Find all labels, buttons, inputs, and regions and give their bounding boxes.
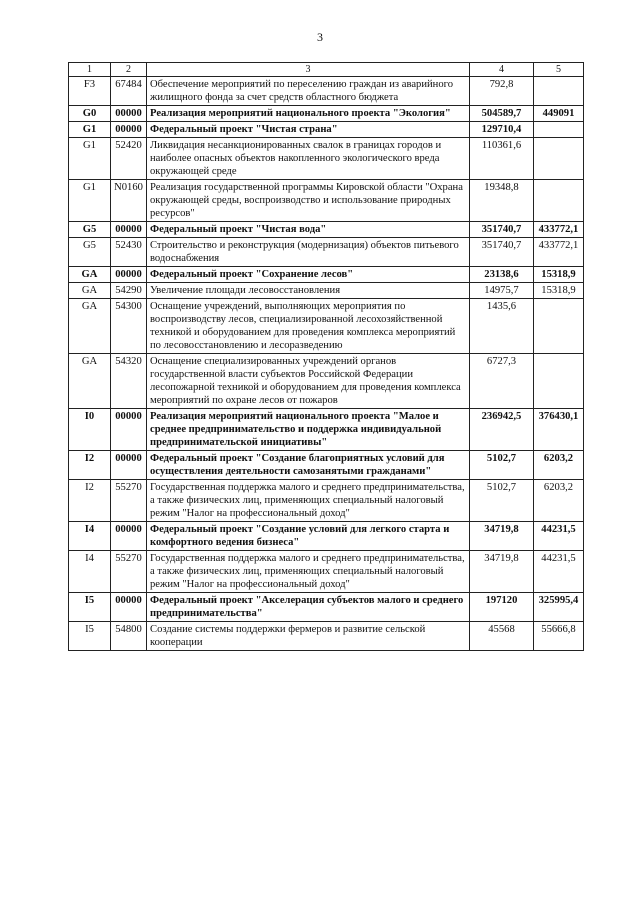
table-row xyxy=(69,522,584,551)
cell-amount-year-2: 15318,9 xyxy=(534,283,584,299)
budget-table xyxy=(68,62,584,651)
cell-description: Оснащение специализированных учреждений органов государственной власти субъектов Российской Федерации лесопожарной техникой и оборудованием для проведения комплекса мероприятий по охране лесов от пожаров xyxy=(147,354,470,409)
cell-description: Ликвидация несанкционированных свалок в границах городов и наиболее опасных объектов накопленного экологического вреда окружающей среде xyxy=(147,138,470,180)
cell-amount-year-2: 15318,9 xyxy=(534,267,584,283)
cell-amount-year-2 xyxy=(534,299,584,354)
cell-amount-year-2: 325995,4 xyxy=(534,593,584,622)
table-row xyxy=(69,551,584,593)
table-row xyxy=(69,238,584,267)
table-row xyxy=(69,354,584,409)
cell-description: Федеральный проект "Чистая вода" xyxy=(147,222,470,238)
cell-description: Реализация мероприятий национального проекта "Малое и среднее предпринимательство и поддержка индивидуальной предпринимательской инициативы" xyxy=(147,409,470,451)
table-row xyxy=(69,267,584,283)
cell-description: Государственная поддержка малого и среднего предпринимательства, а также физических лиц, применяющих специальный налоговый режим "Налог на профессиональный доход" xyxy=(147,480,470,522)
cell-amount-year-1: 129710,4 xyxy=(470,122,534,138)
cell-target-code: GA xyxy=(69,354,111,409)
cell-expense-code: 00000 xyxy=(111,122,147,138)
cell-expense-code: N0160 xyxy=(111,180,147,222)
cell-expense-code: 55270 xyxy=(111,480,147,522)
cell-target-code: G5 xyxy=(69,238,111,267)
cell-target-code: F3 xyxy=(69,77,111,106)
cell-description: Федеральный проект "Сохранение лесов" xyxy=(147,267,470,283)
cell-expense-code: 52420 xyxy=(111,138,147,180)
cell-description: Реализация государственной программы Кировской области "Охрана окружающей среды, воспроизводство и использование природных ресурсов" xyxy=(147,180,470,222)
cell-target-code: I5 xyxy=(69,593,111,622)
cell-amount-year-1: 14975,7 xyxy=(470,283,534,299)
cell-amount-year-1: 236942,5 xyxy=(470,409,534,451)
cell-amount-year-2 xyxy=(534,122,584,138)
cell-amount-year-1: 110361,6 xyxy=(470,138,534,180)
cell-amount-year-2: 433772,1 xyxy=(534,222,584,238)
cell-description: Федеральный проект "Чистая страна" xyxy=(147,122,470,138)
cell-amount-year-1: 45568 xyxy=(470,622,534,651)
page-number: 3 xyxy=(317,30,323,44)
cell-target-code: G5 xyxy=(69,222,111,238)
cell-expense-code: 00000 xyxy=(111,409,147,451)
table-row xyxy=(69,77,584,106)
cell-amount-year-2 xyxy=(534,180,584,222)
cell-amount-year-1: 5102,7 xyxy=(470,451,534,480)
cell-description: Государственная поддержка малого и среднего предпринимательства, а также физических лиц, применяющих специальный налоговый режим "Налог на профессиональный доход" xyxy=(147,551,470,593)
cell-amount-year-2: 449091 xyxy=(534,106,584,122)
cell-target-code: GA xyxy=(69,267,111,283)
cell-target-code: I4 xyxy=(69,551,111,593)
cell-amount-year-2: 6203,2 xyxy=(534,480,584,522)
table-row xyxy=(69,283,584,299)
cell-amount-year-1: 23138,6 xyxy=(470,267,534,283)
table-row xyxy=(69,409,584,451)
table-row xyxy=(69,593,584,622)
cell-amount-year-2: 433772,1 xyxy=(534,238,584,267)
cell-target-code: G1 xyxy=(69,138,111,180)
cell-amount-year-1: 5102,7 xyxy=(470,480,534,522)
cell-description: Обеспечение мероприятий по переселению граждан из аварийного жилищного фонда за счет средств областного бюджета xyxy=(147,77,470,106)
table-row xyxy=(69,622,584,651)
cell-target-code: I0 xyxy=(69,409,111,451)
cell-expense-code: 00000 xyxy=(111,522,147,551)
cell-expense-code: 52430 xyxy=(111,238,147,267)
cell-expense-code: 55270 xyxy=(111,551,147,593)
table-row xyxy=(69,222,584,238)
cell-amount-year-2: 44231,5 xyxy=(534,551,584,593)
cell-expense-code: 00000 xyxy=(111,267,147,283)
cell-amount-year-2 xyxy=(534,138,584,180)
header-col-1: 1 xyxy=(69,63,111,77)
table-row xyxy=(69,122,584,138)
cell-amount-year-2: 6203,2 xyxy=(534,451,584,480)
cell-description: Оснащение учреждений, выполняющих мероприятия по воспроизводству лесов, специализированной лесохозяйственной техникой и оборудованием для проведения комплекса мероприятий по лесовосстановлению и лесоразведению xyxy=(147,299,470,354)
cell-description: Увеличение площади лесовосстановления xyxy=(147,283,470,299)
cell-amount-year-2 xyxy=(534,77,584,106)
cell-amount-year-2: 376430,1 xyxy=(534,409,584,451)
cell-expense-code: 00000 xyxy=(111,106,147,122)
cell-target-code: G0 xyxy=(69,106,111,122)
cell-target-code: I5 xyxy=(69,622,111,651)
cell-amount-year-1: 792,8 xyxy=(470,77,534,106)
cell-target-code: GA xyxy=(69,283,111,299)
cell-target-code: G1 xyxy=(69,180,111,222)
cell-expense-code: 54290 xyxy=(111,283,147,299)
header-col-3: 3 xyxy=(147,63,470,77)
cell-amount-year-1: 351740,7 xyxy=(470,238,534,267)
cell-target-code: G1 xyxy=(69,122,111,138)
table-header-row xyxy=(69,63,584,77)
cell-amount-year-2 xyxy=(534,354,584,409)
table-row xyxy=(69,180,584,222)
table-row xyxy=(69,299,584,354)
cell-expense-code: 00000 xyxy=(111,222,147,238)
cell-description: Реализация мероприятий национального проекта "Экология" xyxy=(147,106,470,122)
header-col-4: 4 xyxy=(470,63,534,77)
cell-description: Создание системы поддержки фермеров и развитие сельской кооперации xyxy=(147,622,470,651)
table-row xyxy=(69,451,584,480)
table-row xyxy=(69,480,584,522)
table-row xyxy=(69,106,584,122)
cell-target-code: I2 xyxy=(69,451,111,480)
cell-target-code: I2 xyxy=(69,480,111,522)
cell-amount-year-1: 34719,8 xyxy=(470,551,534,593)
cell-amount-year-1: 351740,7 xyxy=(470,222,534,238)
cell-target-code: I4 xyxy=(69,522,111,551)
cell-expense-code: 00000 xyxy=(111,593,147,622)
cell-description: Федеральный проект "Акселерация субъектов малого и среднего предпринимательства" xyxy=(147,593,470,622)
cell-amount-year-2: 44231,5 xyxy=(534,522,584,551)
cell-amount-year-1: 19348,8 xyxy=(470,180,534,222)
cell-expense-code: 67484 xyxy=(111,77,147,106)
cell-amount-year-1: 197120 xyxy=(470,593,534,622)
cell-description: Федеральный проект "Создание благоприятных условий для осуществления деятельности самозанятыми гражданами" xyxy=(147,451,470,480)
header-col-2: 2 xyxy=(111,63,147,77)
cell-amount-year-1: 6727,3 xyxy=(470,354,534,409)
cell-description: Строительство и реконструкция (модернизация) объектов питьевого водоснабжения xyxy=(147,238,470,267)
cell-amount-year-1: 1435,6 xyxy=(470,299,534,354)
header-col-5: 5 xyxy=(534,63,584,77)
cell-description: Федеральный проект "Создание условий для легкого старта и комфортного ведения бизнеса" xyxy=(147,522,470,551)
cell-expense-code: 54320 xyxy=(111,354,147,409)
cell-amount-year-1: 504589,7 xyxy=(470,106,534,122)
cell-expense-code: 54800 xyxy=(111,622,147,651)
cell-target-code: GA xyxy=(69,299,111,354)
cell-expense-code: 54300 xyxy=(111,299,147,354)
table-row xyxy=(69,138,584,180)
cell-amount-year-1: 34719,8 xyxy=(470,522,534,551)
cell-expense-code: 00000 xyxy=(111,451,147,480)
cell-amount-year-2: 55666,8 xyxy=(534,622,584,651)
